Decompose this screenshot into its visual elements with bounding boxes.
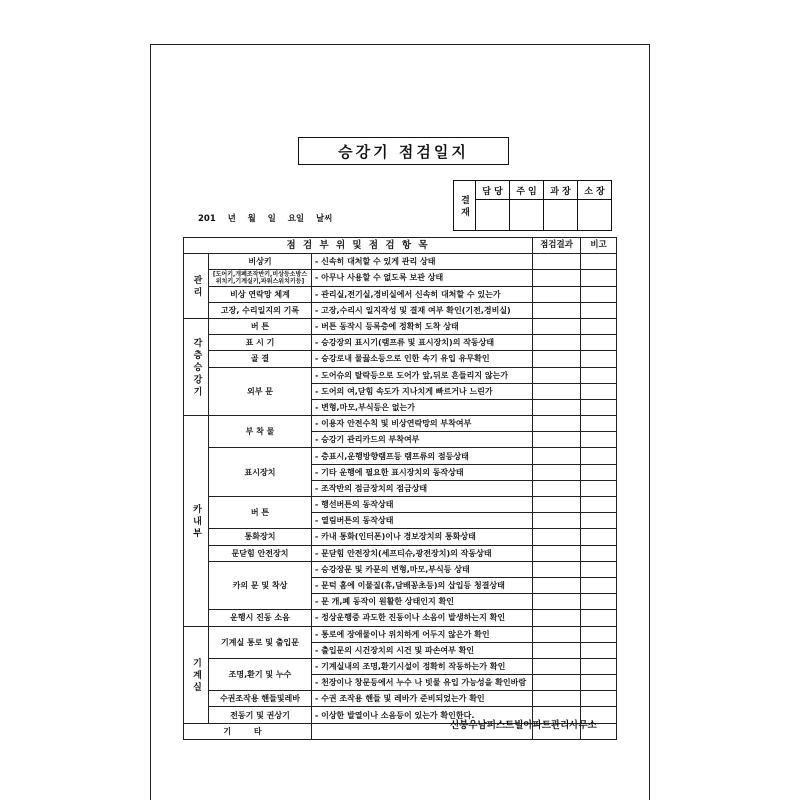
result-cell[interactable] [533,626,581,642]
item-label: - 승강기 관리카드의 부착여부 [312,432,533,448]
date-weather-line[interactable]: 201 년 월 일 요일 날씨 [198,214,333,224]
header-result: 점검결과 [533,238,581,254]
remarks-cell[interactable] [581,448,617,464]
remarks-cell[interactable] [581,399,617,415]
remarks-cell[interactable] [581,286,617,302]
approval-header-chief: 주 임 [510,181,544,200]
part-label: 골 결 [209,351,312,367]
item-label: - 아무나 사용할 수 없도록 보관 상태 [312,270,533,286]
item-label: - 열림버튼의 동작상태 [312,513,533,529]
item-label: - 조작반의 점금장치의 점금상태 [312,480,533,496]
result-cell[interactable] [533,561,581,577]
table-row [184,448,617,464]
table-row [184,545,617,561]
item-label: - 문 개,폐 동작이 원활한 상태인지 확인 [312,594,533,610]
header-parts-items: 점 검 부 위 및 점 검 항 목 [184,238,533,254]
result-cell[interactable] [533,448,581,464]
approval-sign-director[interactable] [578,200,612,231]
item-label: - 카내 통화(인터폰)이나 경보장치의 통화상태 [312,529,533,545]
table-row [184,318,617,334]
remarks-cell[interactable] [581,432,617,448]
table-row [184,351,617,367]
remarks-cell[interactable] [581,480,617,496]
result-cell[interactable] [533,464,581,480]
remarks-cell[interactable] [581,416,617,432]
item-label: - 출입문의 시건장치의 시건 및 파손여부 확인 [312,642,533,658]
item-label: - 통로에 장애물이나 위치하게 어두지 않은가 확인 [312,626,533,642]
header-remarks: 비고 [581,238,617,254]
inspection-table [183,237,617,740]
result-cell[interactable] [533,351,581,367]
remarks-cell[interactable] [581,270,617,286]
part-label: 전동기 및 권상기 [209,707,312,723]
result-cell[interactable] [533,658,581,674]
result-cell[interactable] [533,610,581,626]
item-label: - 신속히 대처할 수 있게 관리 상태 [312,254,533,270]
result-cell[interactable] [533,416,581,432]
approval-label: 결 재 [454,181,476,231]
remarks-cell[interactable] [581,254,617,270]
item-label: - 층표시,운행방향램프등 램프류의 점등상태 [312,448,533,464]
remarks-cell[interactable] [581,383,617,399]
category-management: 관 리 [184,254,209,319]
result-cell[interactable] [533,254,581,270]
item-label: - 버튼 동작시 등록층에 정확히 도착 상태 [312,318,533,334]
approval-header-manager: 과 장 [544,181,578,200]
part-label: 버 튼 [209,318,312,334]
part-label: 외부 문 [209,367,312,416]
part-label: 수권조작용 핸들및레바 [209,691,312,707]
result-cell[interactable] [533,691,581,707]
part-label: 조명,환기 및 누수 [209,658,312,690]
category-etc: 기 타 [184,723,312,739]
approval-sign-manager[interactable] [544,200,578,231]
item-label: - 수권 조작용 핸들 및 레바가 준비되었는가 확인 [312,691,533,707]
remarks-cell[interactable] [581,318,617,334]
table-row [184,286,617,302]
item-label: - 정상운행중 과도한 진동이나 소음이 발생하는지 확인 [312,610,533,626]
table-row [184,497,617,513]
part-label: 문닫힘 안전장치 [209,545,312,561]
result-cell[interactable] [533,270,581,286]
approval-sign-staff[interactable] [476,200,510,231]
remarks-cell[interactable] [581,351,617,367]
part-label: 카의 문 및 착상 [209,561,312,610]
item-label: - 천장이나 창문등에서 누수 나 빗물 유입 가능성을 확인바람 [312,675,533,691]
item-label: - 기계실내의 조명,환기시설이 정확히 작동하는가 확인 [312,658,533,674]
remarks-cell[interactable] [581,367,617,383]
part-label: 통화장치 [209,529,312,545]
result-cell[interactable] [533,480,581,496]
approval-header-director: 소 장 [578,181,612,200]
result-cell[interactable] [533,529,581,545]
table-row [184,691,617,707]
item-label: - 승강장의 표시기(램프류 및 표시장치)의 작동상태 [312,335,533,351]
item-label: - 문닫힘 안전장치(세프티슈,광전장치)의 작동상태 [312,545,533,561]
part-label: 부 착 물 [209,416,312,448]
result-cell[interactable] [533,318,581,334]
category-car: 카 내 부 [184,416,209,626]
table-row [184,626,617,642]
part-label: 표 시 기 [209,335,312,351]
result-cell[interactable] [533,335,581,351]
part-label: [도어키,개폐조작반키,비상등소방스위치키,기계실키,파워스위치키등] [209,270,312,286]
item-label: - 관리실,전기실,경비실에서 신속히 대처할 수 있는가 [312,286,533,302]
remarks-cell[interactable] [581,561,617,577]
result-cell[interactable] [533,497,581,513]
part-label: 기계실 통로 및 출입문 [209,626,312,658]
table-row [184,610,617,626]
remarks-cell[interactable] [581,610,617,626]
category-machine-room: 기 계 실 [184,626,209,723]
item-label: - 승강로내 물끓소등으로 인한 속기 유입 유무확인 [312,351,533,367]
item-label: - 기타 운행에 필요한 표시장치의 동작상태 [312,464,533,480]
approval-sign-chief[interactable] [510,200,544,231]
part-label: 비상 연락망 체계 [209,286,312,302]
table-row [184,254,617,270]
result-cell[interactable] [533,286,581,302]
result-cell[interactable] [533,675,581,691]
category-hoistway: 각 층 승 강 기 [184,318,209,415]
remarks-cell[interactable] [581,594,617,610]
table-row [184,561,617,577]
item-label: - 이상한 발열이나 소음등이 있는가 확인한다. [312,707,533,723]
remarks-cell[interactable] [581,302,617,318]
remarks-cell[interactable] [581,335,617,351]
table-row [184,302,617,318]
office-name: 신봉우남퍼스트빌아파트관리사무소 [450,720,597,731]
table-row [184,335,617,351]
result-cell[interactable] [533,594,581,610]
result-cell[interactable] [533,642,581,658]
table-row [184,658,617,674]
remarks-cell[interactable] [581,675,617,691]
table-row [184,367,617,383]
document-title: 승강기 점검일지 [298,137,509,165]
remarks-cell[interactable] [581,497,617,513]
table-row [184,529,617,545]
approval-box [453,180,612,231]
part-label: 고장, 수리일지의 기록 [209,302,312,318]
remarks-cell[interactable] [581,513,617,529]
part-label: 비상키 [209,254,312,270]
item-label: - 도어의 여,닫힘 속도가 지나치게 빠르거나 느린가 [312,383,533,399]
remarks-cell[interactable] [581,464,617,480]
item-label: - 행선버튼의 동작상태 [312,497,533,513]
item-label: - 이용자 안전수칙 및 비상연락망의 부착여부 [312,416,533,432]
item-label: - 도어슈의 탈락등으로 도어가 앞,뒤로 흔들리지 않는가 [312,367,533,383]
result-cell[interactable] [533,399,581,415]
part-label: 운행시 진동 소음 [209,610,312,626]
remarks-cell[interactable] [581,658,617,674]
result-cell[interactable] [533,577,581,593]
remarks-cell[interactable] [581,642,617,658]
item-label: - 변형,마모,부식등은 없는가 [312,399,533,415]
remarks-cell[interactable] [581,691,617,707]
result-cell[interactable] [533,302,581,318]
part-label: 버 튼 [209,497,312,529]
item-label: - 고장,수리시 일지작성 및 결재 여부 확인(기전,경비실) [312,302,533,318]
approval-header-staff: 담 당 [476,181,510,200]
result-cell[interactable] [533,513,581,529]
item-label: - 승강장문 및 카문의 변형,마모,부식등 상태 [312,561,533,577]
remarks-cell[interactable] [581,626,617,642]
item-label: - 문턱 홈에 이물질(휴,담배꽁초등)의 삽입등 청결상태 [312,577,533,593]
result-cell[interactable] [533,432,581,448]
table-row [184,270,617,286]
part-label: 표시장치 [209,448,312,497]
remarks-cell[interactable] [581,577,617,593]
result-cell[interactable] [533,383,581,399]
remarks-cell[interactable] [581,529,617,545]
remarks-cell[interactable] [581,545,617,561]
result-cell[interactable] [533,367,581,383]
table-row [184,416,617,432]
result-cell[interactable] [533,545,581,561]
